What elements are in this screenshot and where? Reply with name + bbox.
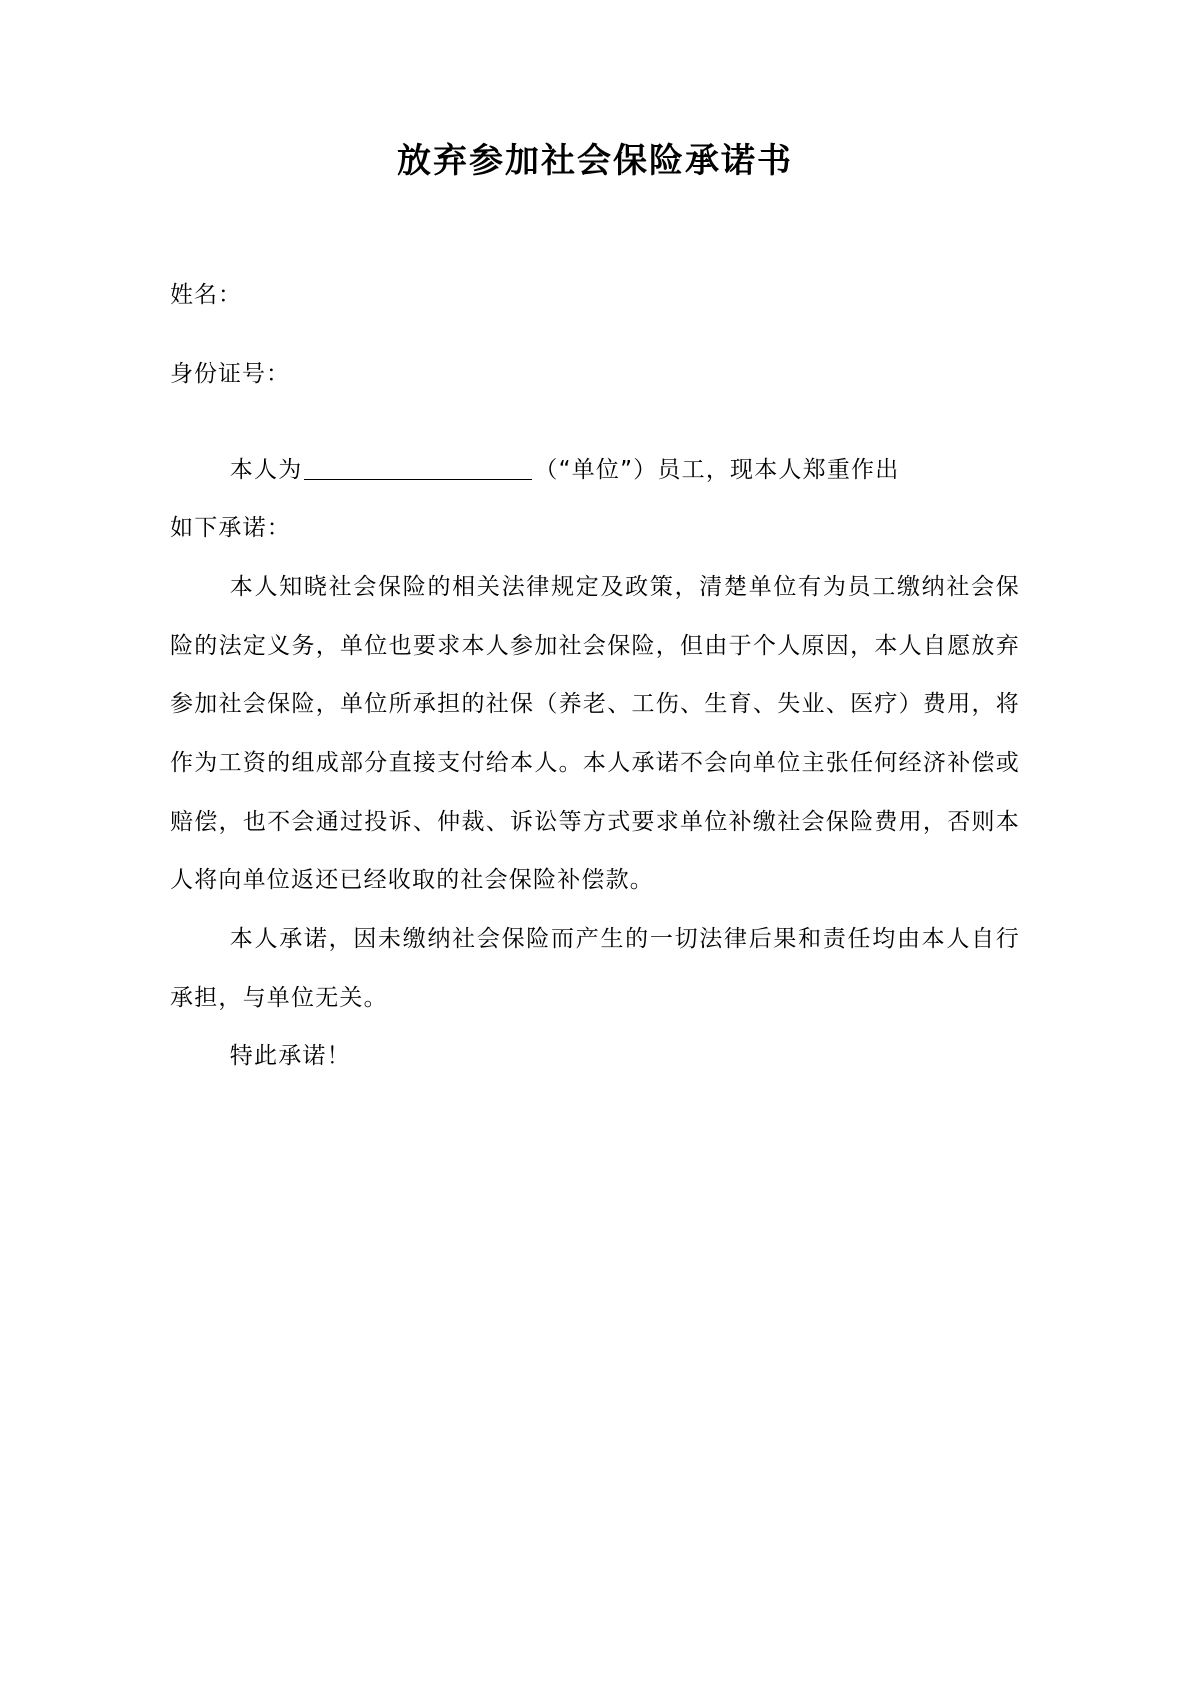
commitment-closing: 特此承诺！ xyxy=(229,1043,351,1070)
intro-paragraph-continued: 如下承诺： xyxy=(170,515,291,542)
field-id-number-label: 身份证号： xyxy=(170,361,290,388)
commitment-paragraph-2: 本人承诺，因未缴纳社会保险而产生的一切法律后果和责任均由本人自行承担，与单位无关。 xyxy=(170,925,1020,1011)
commitment-paragraph-1: 本人知晓社会保险的相关法律规定及政策，清楚单位有为员工缴纳社会保险的法定义务，单位也要求本人参加社会保险，但由于个人原因，本人自愿放弃参加社会保险，单位所承担的社保（养老、工伤、生育、失业、医疗）费用，将作为工资的组成部分直接支付给本人。本人承诺不会向单位主张任何经济补偿或赔偿，也不会通过投诉、仲裁、诉讼等方式要求单位补缴社会保险费用，否则本人将向单位返还已经收取的社会保险补偿款。 xyxy=(170,574,1020,894)
intro-text-after-blank: （“单位”）员工，现本人郑重作出 xyxy=(534,456,900,483)
applicant-fields xyxy=(170,282,1020,389)
employer-name-blank[interactable] xyxy=(304,479,532,480)
intro-text-before-blank: 本人为 xyxy=(229,456,303,483)
document-body xyxy=(170,441,1020,1086)
field-name-label: 姓名： xyxy=(170,281,242,308)
page-title: 放弃参加社会保险承诺书 xyxy=(397,141,793,181)
intro-paragraph xyxy=(170,441,1020,500)
